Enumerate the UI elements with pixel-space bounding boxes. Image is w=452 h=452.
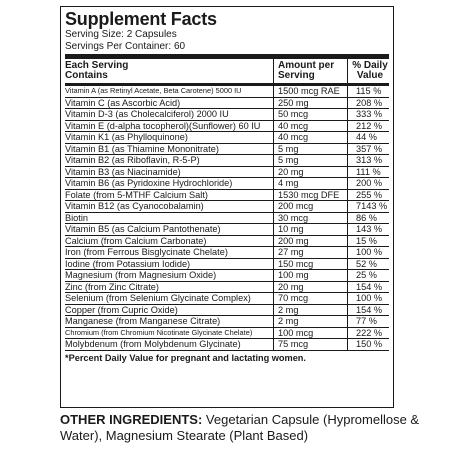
nutrient-name: Vitamin B5 (as Calcium Pantothenate) (65, 224, 221, 234)
nutrient-daily-value: 143 % (347, 224, 389, 235)
nutrient-amount: 200 mg (273, 236, 347, 247)
nutrient-daily-value: 52 % (347, 259, 389, 270)
header-daily-value: % Daily Value (347, 59, 389, 83)
nutrient-daily-value: 100 % (347, 293, 389, 304)
nutrient-amount: 100 mcg (273, 328, 347, 339)
nutrient-daily-value: 44 % (347, 132, 389, 143)
table-row (65, 328, 389, 340)
nutrient-name: Vitamin B2 (as Riboflavin, R-5-P) (65, 155, 200, 165)
nutrient-amount: 5 mg (273, 155, 347, 166)
column-header-row (65, 59, 389, 83)
table-row (65, 132, 389, 144)
nutrient-amount: 10 mg (273, 224, 347, 235)
nutrient-name: Vitamin E (d-alpha tocopherol)(Sunflower) 60 IU (65, 120, 261, 131)
table-row (65, 293, 389, 305)
nutrient-daily-value: 333 % (347, 109, 389, 120)
nutrient-name: Vitamin B6 (as Pyridoxine Hydrochloride) (65, 178, 233, 188)
nutrient-name: Vitamin D-3 (as Cholecalciferol) 2000 IU (65, 109, 229, 119)
nutrient-amount: 70 mcg (273, 293, 347, 304)
nutrient-name: Vitamin C (as Ascorbic Acid) (65, 97, 181, 108)
nutrient-amount: 30 mcg (273, 213, 347, 224)
nutrient-name: Vitamin B12 (as Cyanocobalamin) (65, 201, 204, 211)
table-row (65, 121, 389, 133)
nutrient-amount: 40 mcg (273, 121, 347, 132)
nutrient-daily-value: 357 % (347, 144, 389, 155)
nutrient-amount: 200 mcg (273, 201, 347, 212)
nutrient-amount: 50 mcg (273, 109, 347, 120)
table-row (65, 144, 389, 156)
nutrient-amount: 2 mg (273, 316, 347, 327)
nutrient-daily-value: 15 % (347, 236, 389, 247)
nutrient-amount: 1500 mcg RAE (273, 86, 347, 97)
header-amount: Amount per Serving (273, 59, 347, 83)
serving-size: Serving Size: 2 Capsules (65, 29, 177, 40)
nutrient-amount: 20 mg (273, 167, 347, 178)
nutrient-name: Vitamin B3 (as Niacinamide) (65, 166, 181, 177)
nutrient-amount: 1530 mcg DFE (273, 190, 347, 201)
table-row (65, 236, 389, 248)
table-row (65, 224, 389, 236)
nutrient-daily-value: 313 % (347, 155, 389, 166)
nutrient-daily-value: 25 % (347, 270, 389, 281)
nutrient-name: Calcium (from Calcium Carbonate) (65, 235, 207, 246)
nutrient-daily-value: 255 % (347, 190, 389, 201)
nutrient-daily-value: 77 % (347, 316, 389, 327)
nutrient-daily-value: 111 % (347, 167, 389, 178)
nutrient-name: Vitamin A (as Retinyl Acetate, Beta Carotene) 5000 IU (65, 86, 242, 95)
nutrient-daily-value: 154 % (347, 305, 389, 316)
other-ingredients-label: OTHER INGREDIENTS: (60, 412, 203, 427)
nutrient-daily-value: 208 % (347, 98, 389, 109)
nutrient-daily-value: 222 % (347, 328, 389, 339)
nutrient-table (65, 86, 389, 351)
nutrient-daily-value: 100 % (347, 247, 389, 258)
supplement-facts-panel (60, 6, 394, 408)
other-ingredients (60, 412, 450, 444)
nutrient-amount: 20 mg (273, 282, 347, 293)
nutrient-daily-value: 154 % (347, 282, 389, 293)
nutrient-daily-value: 86 % (347, 213, 389, 224)
table-row (65, 86, 389, 98)
nutrient-name: Iron (from Ferrous Bisglycinate Chelate) (65, 247, 228, 257)
table-row (65, 155, 389, 167)
nutrient-amount: 27 mg (273, 247, 347, 258)
nutrient-amount: 40 mcg (273, 132, 347, 143)
table-row (65, 98, 389, 110)
nutrient-name: Selenium (from Selenium Glycinate Complex) (65, 293, 251, 303)
nutrient-amount: 5 mg (273, 144, 347, 155)
nutrient-name: Zinc (from Zinc Citrate) (65, 281, 159, 292)
panel-title: Supplement Facts (65, 9, 217, 29)
table-row (65, 282, 389, 294)
table-row (65, 190, 389, 202)
nutrient-name: Iodine (from Potassium Iodide) (65, 258, 191, 269)
nutrient-name: Vitamin K1 (as Phylloquinone) (65, 132, 188, 142)
nutrient-name: Vitamin B1 (as Thiamine Mononitrate) (65, 143, 219, 154)
nutrient-daily-value: 200 % (347, 178, 389, 189)
other-ingredients-text: Vegetarian Capsule (Hypromellose & Water), Magnesium Stearate (Plant Based) (60, 412, 420, 443)
table-row (65, 178, 389, 190)
nutrient-name: Manganese (from Manganese Citrate) (65, 316, 221, 326)
nutrient-amount: 75 mcg (273, 339, 347, 350)
nutrient-daily-value: 212 % (347, 121, 389, 132)
nutrient-daily-value: 115 % (347, 86, 389, 97)
nutrient-daily-value: 7143 % (347, 201, 389, 212)
nutrient-amount: 2 mg (273, 305, 347, 316)
table-row (65, 167, 389, 179)
footnote: *Percent Daily Value for pregnant and lactating women. (65, 352, 306, 363)
header-each-serving: Each Serving Contains (65, 59, 129, 81)
nutrient-name: Molybdenum (from Molybdenum Glycinate) (65, 339, 241, 349)
nutrient-name: Copper (from Cupric Oxide) (65, 304, 178, 315)
table-row (65, 109, 389, 121)
nutrient-amount: 100 mg (273, 270, 347, 281)
table-row (65, 201, 389, 213)
servings-per-container: Servings Per Container: 60 (65, 40, 186, 52)
table-row (65, 247, 389, 259)
table-row (65, 316, 389, 328)
nutrient-amount: 150 mcg (273, 259, 347, 270)
nutrient-amount: 4 mg (273, 178, 347, 189)
nutrient-name: Chromium (from Chromium Nicotinate Glycinate Chelate) (65, 327, 253, 337)
nutrient-name: Folate (from 5-MTHF Calcium Salt) (65, 189, 208, 200)
table-row (65, 259, 389, 271)
table-row (65, 339, 389, 351)
nutrient-name: Magnesium (from Magnesium Oxide) (65, 270, 217, 280)
nutrient-amount: 250 mg (273, 98, 347, 109)
table-row (65, 270, 389, 282)
nutrient-daily-value: 150 % (347, 339, 389, 350)
table-row (65, 213, 389, 225)
nutrient-name: Biotin (65, 212, 88, 223)
table-row (65, 305, 389, 317)
